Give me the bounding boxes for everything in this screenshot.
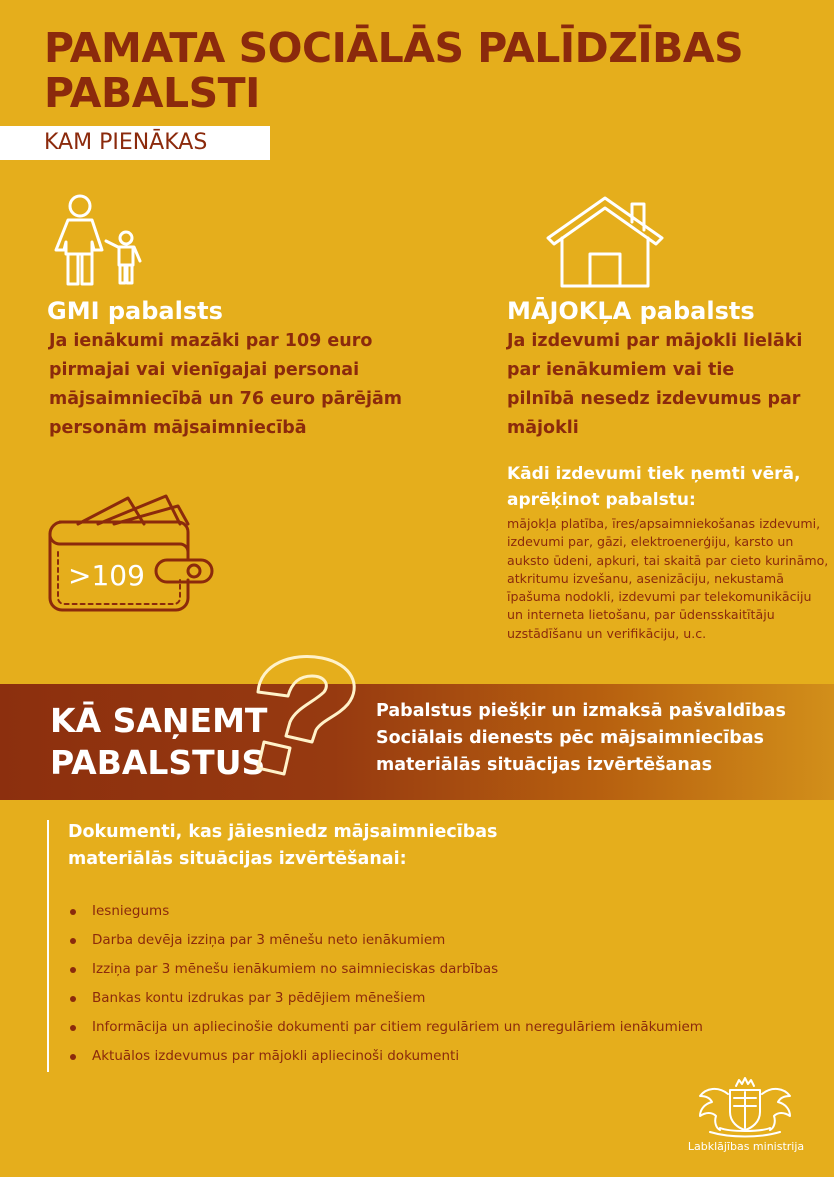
expenses-text: mājokļa platība, īres/apsaimniekošanas izdevumi, izdevumi par, gāzi, elektroenerģiju, karsto un auksto ūdeni, apkuri, tai skaitā par cieto kurināmo, atkritumu izvešanu, asenizāciju, nekustamā īpašuma nodokli, izdevumi par telekomunikāciju un interneta lietošanu, par ūdensskaitītāju uzstādīšanu un verifikāciju, u.c.	[507, 516, 829, 641]
list-item: Informācija un apliecinošie dokumenti par citiem regulāriem un neregulāriem ienākumiem	[68, 1013, 768, 1042]
gmi-description: Ja ienākumi mazāki par 109 euro pirmajai vai vienīgajai personai mājsaimniecībā un 76 euro pārējām personām mājsaimniecībā	[49, 331, 403, 438]
page-subtitle: KAM PIENĀKAS	[44, 130, 208, 155]
list-item: Aktuālos izdevumus par mājokli apliecinoši dokumenti	[68, 1042, 768, 1071]
housing-description: Ja izdevumi par mājokli lielāki par ienākumiem vai tie pilnībā nesedz izdevumus par mājokli	[507, 331, 803, 438]
documents-divider	[47, 820, 49, 1072]
gmi-heading: GMI pabalsts	[47, 297, 223, 325]
bullet-icon	[70, 1054, 76, 1060]
list-item: Iesniegums	[68, 897, 768, 926]
expenses-heading: Kādi izdevumi tiek ņemti vērā, aprēķinot pabalstu:	[507, 464, 801, 510]
housing-heading: MĀJOKĻA pabalsts	[507, 297, 755, 325]
how-to-receive-title: KĀ SAŅEMT PABALSTUS	[50, 701, 268, 782]
wallet-icon	[46, 488, 216, 618]
bullet-icon	[70, 996, 76, 1002]
bullet-icon	[70, 938, 76, 944]
list-item: Darba devēja izziņa par 3 mēnešu neto ienākumiem	[68, 926, 768, 955]
list-item: Bankas kontu izdrukas par 3 pēdējiem mēnešiem	[68, 984, 768, 1013]
how-to-receive-text: Pabalstus piešķir un izmaksā pašvaldības Sociālais dienests pēc mājsaimniecības materiālās situācijas izvērtēšanas	[376, 701, 786, 775]
parent-child-icon	[44, 192, 148, 288]
wallet-amount: >109	[68, 559, 145, 592]
list-item: Izziņa par 3 mēnešu ienākumiem no saimnieciskas darbības	[68, 955, 768, 984]
documents-list	[68, 897, 768, 1071]
ministry-name: Labklājības ministrija	[687, 1140, 805, 1153]
bullet-icon	[70, 967, 76, 973]
house-icon	[544, 194, 666, 290]
documents-heading: Dokumenti, kas jāiesniedz mājsaimniecības materiālās situācijas izvērtēšanai:	[68, 822, 498, 869]
bullet-icon	[70, 1025, 76, 1031]
question-mark-icon	[244, 652, 364, 776]
page-title: PAMATA SOCIĀLĀS PALĪDZĪBAS PABALSTI	[44, 24, 744, 117]
coat-of-arms-icon	[690, 1074, 800, 1138]
bullet-icon	[70, 909, 76, 915]
